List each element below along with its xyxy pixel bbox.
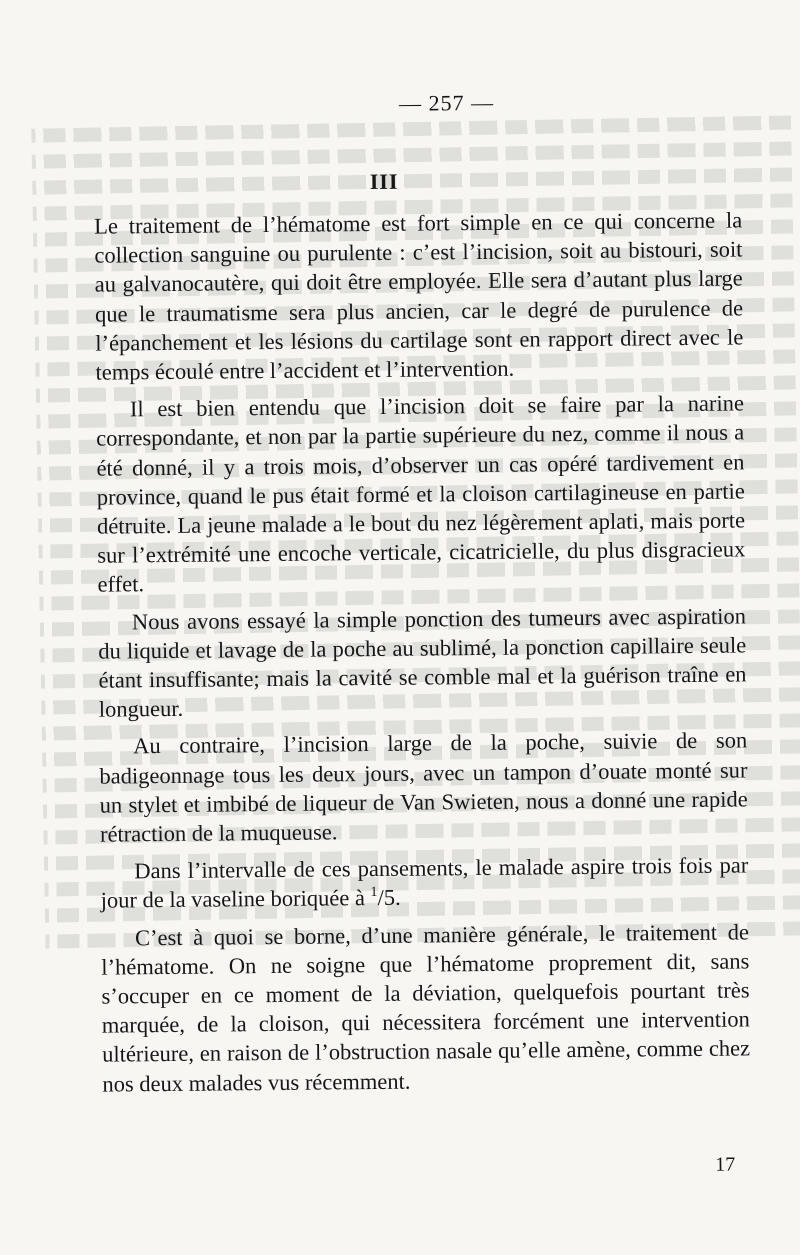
body-text <box>94 205 751 1106</box>
fraction-numerator: 1 <box>370 885 378 901</box>
paragraph-5 <box>100 851 749 916</box>
section-heading: III <box>369 168 399 195</box>
paragraph-3: Nous avons essayé la simple ponction des tumeurs avec aspiration du liquide et lavage de la poche au sublimé, la ponction capillaire seule étant insuffisante; mais la cavité se comble mal et la guérison traîne en longueur. <box>98 603 747 722</box>
signature-mark: 17 <box>715 1153 736 1176</box>
fraction-denominator: /5. <box>377 885 401 911</box>
paragraph-4: Au contraire, l’incision large de la poche, suivie de son badigeonnage tous les deux jours, avec un tampon d’ouate monté sur un stylet et imbibé de liqueur de Van Swieten, nous a donné une rapide rétraction de la muqueuse. <box>99 727 748 847</box>
paragraph-2: Il est bien entendu que l’incision doit se faire par la narine correspondante, et non par la partie supérieure du nez, comme il nous a été donné, il y a trois mois, d’observer un cas opéré tardivement en province, quand le pus était formé et la cloison cartilagineuse en partie détruite. La jeune malade a le bout du nez légèrement aplati, mais porte sur l’extrémité une encoche verticale, cicatricielle, du plus disgracieux effet. <box>96 390 746 598</box>
page-number: — 257 — <box>398 89 495 116</box>
paragraph-6: C’est à quoi se borne, d’une manière générale, le traitement de l’hématome. On ne soigne que l’hématome proprement dit, sans s’occuper en ce moment de la déviation, quelquefois pourtant très marquée, de la cloison, qui nécessitera forcément une intervention ultérieure, en raison de l’obstruction nasale qu’elle amène, comme chez nos deux malades vus récemment. <box>101 919 751 1097</box>
paragraph-5-text: Dans l’intervalle de ces pansements, le malade aspire trois fois par jour de la vaseline boriquée à <box>100 852 749 914</box>
paragraph-1: Le traitement de l’hématome est fort simple en ce qui concerne la collection sanguine ou purulente : c’est l’incision, soit au bistouri, soit au galvanocautère, qui doit être employée. Elle sera d’autant plus large que le traumatisme sera plus ancien, car le degré de purulence de l’épanchement et les lésions du cartilage sont en rapport direct avec le temps écoulé entre l’accident et l’intervention. <box>94 207 744 385</box>
